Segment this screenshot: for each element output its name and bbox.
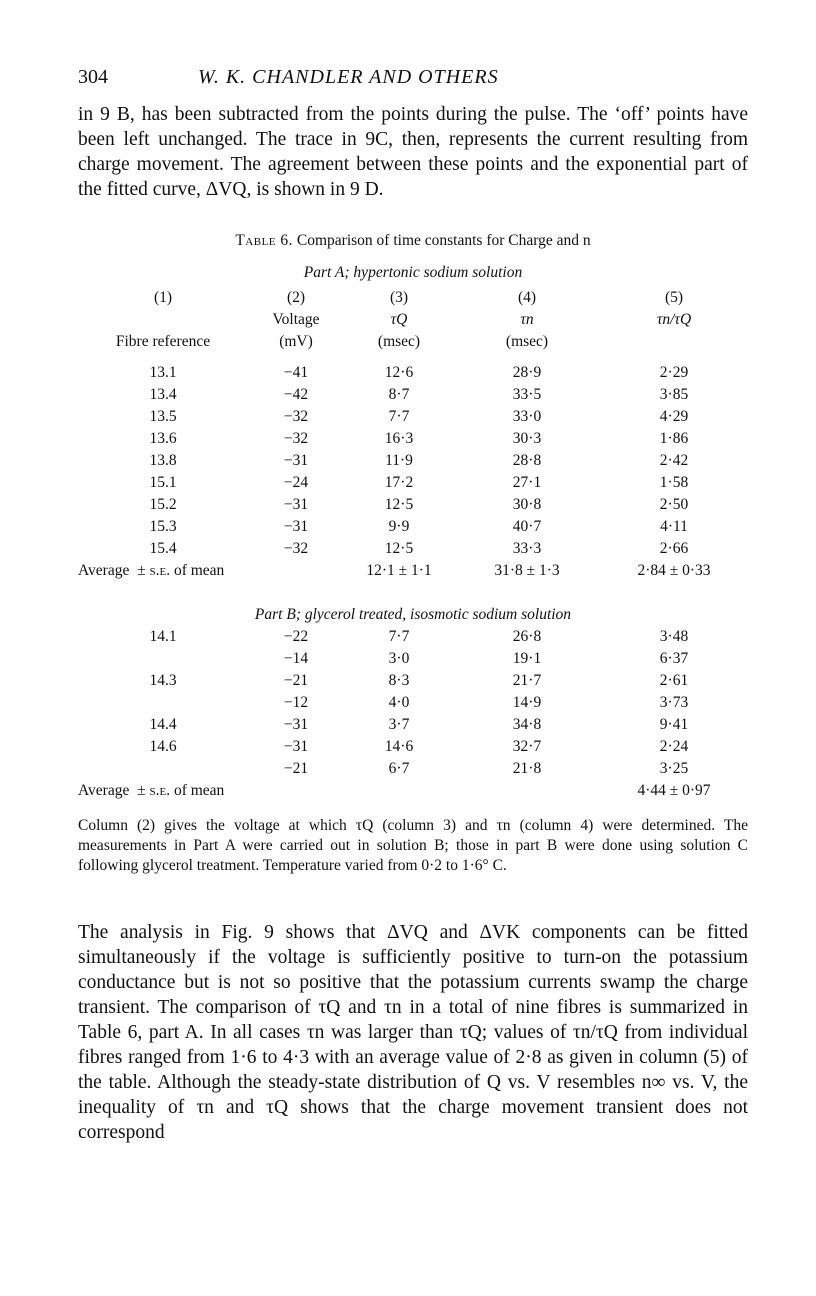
table-cell: 2·29 — [659, 364, 689, 381]
part-a-average-row — [78, 558, 748, 580]
table-row — [78, 360, 748, 382]
table-cell: 19·1 — [512, 650, 542, 667]
table-cell: 21·7 — [512, 672, 542, 689]
table-cell: −14 — [283, 650, 309, 667]
table-row — [78, 646, 748, 668]
table-cell: 2·66 — [659, 540, 689, 557]
table-note: Column (2) gives the voltage at which τQ (column 3) and τn (column 4) were determined. The measurements in Part A were carried out in solution B; those in part B were done using solution C following glycerol treatment. Temperature varied from 0·2 to 1·6° C. — [78, 817, 748, 874]
table-cell: 21·8 — [512, 760, 542, 777]
table-cell: 4·11 — [660, 518, 688, 535]
running-title: W. K. CHANDLER AND OTHERS — [198, 66, 499, 88]
table-row — [78, 536, 748, 558]
table-cell: 2·42 — [659, 452, 689, 469]
header-row-names — [78, 308, 748, 330]
part-b-title: Part B; glycerol treated, isosmotic sodium solution — [254, 606, 572, 623]
table-cell: 2·24 — [659, 738, 689, 755]
table-cell: 1·86 — [659, 430, 689, 447]
average-cell: 12·1 ± 1·1 — [366, 562, 432, 579]
table-row — [78, 734, 748, 756]
table-cell: 6·37 — [659, 650, 689, 667]
col-number: (5) — [664, 289, 684, 306]
table-cell: 33·5 — [512, 386, 542, 403]
table-row — [78, 448, 748, 470]
col-unit: Fibre reference — [115, 333, 211, 350]
col-name — [78, 308, 248, 330]
table-row — [78, 712, 748, 734]
average-label: Average ± s.e. of mean — [78, 782, 225, 799]
table-row — [78, 690, 748, 712]
table-row — [78, 668, 748, 690]
table-cell: 14.3 — [149, 672, 177, 689]
col-name: τn — [520, 311, 534, 328]
table-cell: 32·7 — [512, 738, 542, 755]
page — [78, 66, 748, 1165]
table-cell — [78, 646, 248, 668]
table-cell: 13.5 — [149, 408, 177, 425]
page-header — [78, 66, 748, 102]
table-cell: 15.2 — [149, 496, 177, 513]
table-cell — [78, 690, 248, 712]
intro-paragraph: in 9 B, has been subtracted from the points during the pulse. The ‘off’ points have been left unchanged. The trace in 9C, then, represents the current resulting from charge movement. The agreement between these points and the exponential part of the fitted curve, ΔVQ, is shown in 9 D. — [78, 104, 748, 200]
table-cell: 12·6 — [384, 364, 414, 381]
table-cell: 14.4 — [149, 716, 177, 733]
table-cell: 15.1 — [149, 474, 177, 491]
table-row — [78, 382, 748, 404]
table-caption-text: Comparison of time constants for Charge and n — [296, 232, 591, 249]
table-cell: 3·7 — [388, 716, 410, 733]
table-cell: −12 — [283, 694, 309, 711]
table-cell: 30·3 — [512, 430, 542, 447]
table-caption — [78, 232, 748, 250]
table-cell: −32 — [283, 408, 309, 425]
table-cell: 2·50 — [659, 496, 689, 513]
table-cell: −31 — [283, 518, 309, 535]
table-cell: 28·9 — [512, 364, 542, 381]
table-cell: −32 — [283, 430, 309, 447]
table-row — [78, 514, 748, 536]
data-table — [78, 286, 748, 800]
table-cell: −24 — [283, 474, 309, 491]
table-cell: 7·7 — [388, 408, 410, 425]
table-cell: −31 — [283, 496, 309, 513]
table-row — [78, 470, 748, 492]
table-row — [78, 492, 748, 514]
table-cell: 12·5 — [384, 540, 414, 557]
col-number: (2) — [286, 289, 306, 306]
header-row-numbers — [78, 286, 748, 308]
col-unit — [600, 330, 748, 352]
col-number: (3) — [389, 289, 409, 306]
table-cell: 9·41 — [659, 716, 689, 733]
table-cell: 6·7 — [388, 760, 410, 777]
table-cell: 2·61 — [659, 672, 689, 689]
col-number: (4) — [517, 289, 537, 306]
table-cell: −31 — [283, 738, 309, 755]
table-cell: 4·0 — [388, 694, 410, 711]
table-cell: 26·8 — [512, 628, 542, 645]
table-cell: −21 — [283, 672, 309, 689]
table-cell: 30·8 — [512, 496, 542, 513]
col-name: τQ — [390, 311, 408, 328]
table-cell — [78, 756, 248, 778]
table-cell: 9·9 — [388, 518, 410, 535]
table-row — [78, 756, 748, 778]
table-cell: −22 — [283, 628, 309, 645]
part-b-average-row — [78, 778, 748, 800]
col-name: Voltage — [272, 311, 320, 328]
table-cell: 12·5 — [384, 496, 414, 513]
table-cell: 3·48 — [659, 628, 689, 645]
table-cell: −21 — [283, 760, 309, 777]
table-cell: 33·3 — [512, 540, 542, 557]
table-cell: 14.6 — [149, 738, 177, 755]
average-cell: 2·84 ± 0·33 — [637, 562, 711, 579]
table-cell: −31 — [283, 716, 309, 733]
table-cell: 15.3 — [149, 518, 177, 535]
table-cell: 17·2 — [384, 474, 414, 491]
table-cell: −31 — [283, 452, 309, 469]
header-row-units — [78, 330, 748, 352]
table-cell: 3·85 — [659, 386, 689, 403]
table-cell: 16·3 — [384, 430, 414, 447]
table-cell: 13.8 — [149, 452, 177, 469]
col-unit: (mV) — [279, 333, 313, 350]
table-cell: 14·9 — [512, 694, 542, 711]
table-row — [78, 624, 748, 646]
table-row — [78, 426, 748, 448]
table-cell: 3·25 — [659, 760, 689, 777]
average-label: Average ± s.e. of mean — [78, 562, 225, 579]
part-b-body — [78, 624, 748, 778]
closing-paragraph: The analysis in Fig. 9 shows that ΔVQ and ΔVK components can be fitted simultaneously if the voltage is sufficiently positive to turn-on the potassium conductance but is not so positive that the potassium currents swamp the charge transient. The comparison of τQ and τn in a total of nine fibres is summarized in Table 6, part A. In all cases τn was larger than τQ; values of τn/τQ from individual fibres ranged from 1·6 to 4·3 with an average value of 2·8 as given in column (5) of the table. Although the steady-state distribution of Q vs. V resembles n∞ vs. V, the inequality of τn and τQ shows that the charge movement transient does not correspond — [78, 922, 748, 1143]
col-unit: (msec) — [505, 333, 549, 350]
table-cell: 28·8 — [512, 452, 542, 469]
table-caption-label: Table 6. — [235, 232, 294, 249]
table-cell: 40·7 — [512, 518, 542, 535]
col-unit: (msec) — [377, 333, 421, 350]
table-cell: 27·1 — [512, 474, 542, 491]
table-cell: 13.4 — [149, 386, 177, 403]
table-cell: 13.1 — [149, 364, 177, 381]
table-cell: 34·8 — [512, 716, 542, 733]
col-number: (1) — [153, 289, 173, 306]
table-cell: −42 — [283, 386, 309, 403]
table-cell: 3·0 — [388, 650, 410, 667]
table-cell: 33·0 — [512, 408, 542, 425]
col-name: τn/τQ — [656, 311, 692, 328]
table-cell: 15.4 — [149, 540, 177, 557]
table-cell: −41 — [283, 364, 309, 381]
average-cell: 4·44 ± 0·97 — [637, 782, 711, 799]
part-a-body — [78, 360, 748, 558]
table-cell: 14.1 — [149, 628, 177, 645]
table-cell: −32 — [283, 540, 309, 557]
table-row — [78, 404, 748, 426]
table-cell: 7·7 — [388, 628, 410, 645]
table-cell: 1·58 — [659, 474, 689, 491]
part-a-title: Part A; hypertonic sodium solution — [303, 264, 523, 281]
page-number: 304 — [78, 66, 108, 88]
table-cell: 4·29 — [659, 408, 689, 425]
table-cell: 11·9 — [385, 452, 413, 469]
table-cell: 14·6 — [384, 738, 414, 755]
table-cell: 8·3 — [388, 672, 410, 689]
table-cell: 3·73 — [659, 694, 689, 711]
table-cell: 13.6 — [149, 430, 177, 447]
table-cell: 8·7 — [388, 386, 410, 403]
average-cell: 31·8 ± 1·3 — [494, 562, 560, 579]
